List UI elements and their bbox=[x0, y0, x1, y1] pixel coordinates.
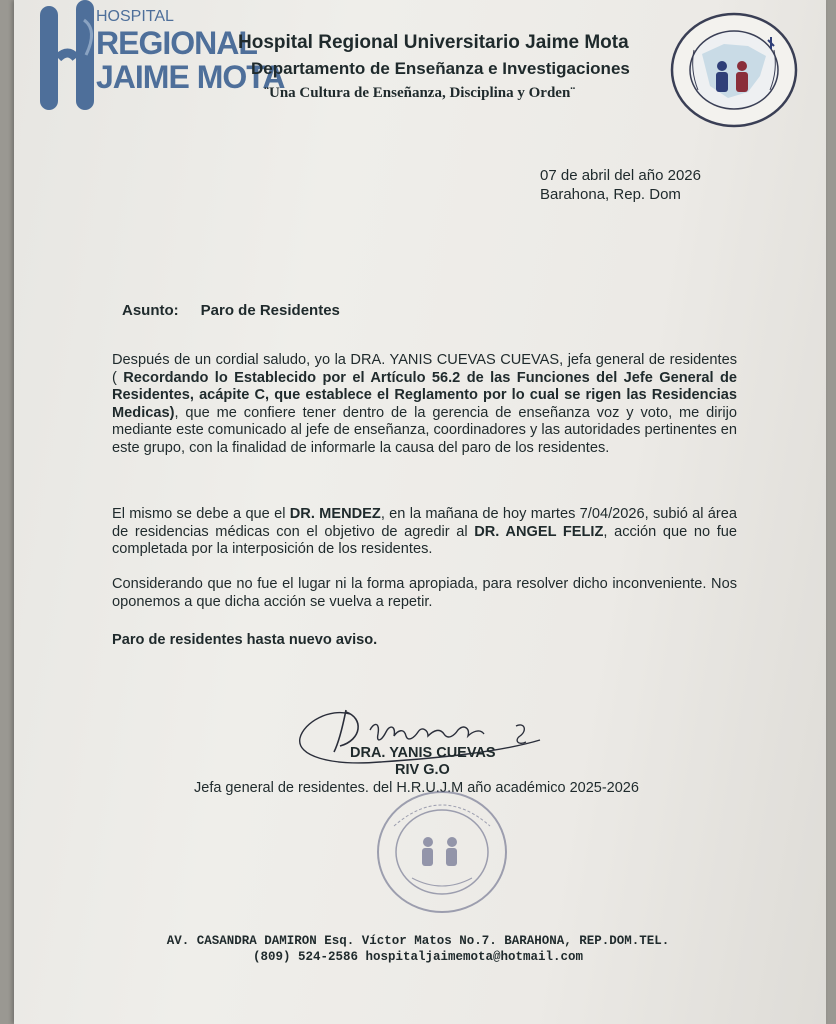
signer-name: DRA. YANIS CUEVAS bbox=[350, 745, 496, 761]
p2-text-e: , acción que no fue completada por la interposición de los residentes. bbox=[112, 523, 738, 557]
p2-text-a: El mismo se debe a que el bbox=[112, 506, 290, 522]
department-title: Departamento de Enseñanza e Investigaciones bbox=[251, 59, 630, 78]
p1-text-a: Después de un cordial saludo, yo la DRA. YANIS CUEVAS CUEVAS, jefa general de residentes ( bbox=[112, 352, 737, 386]
signer-role: Jefa general de residentes. del H.R.U.J.M año académico 2025-2026 bbox=[194, 780, 639, 796]
letter-date bbox=[540, 166, 701, 204]
hospital-title: Hospital Regional Universitario Jaime Mota bbox=[238, 32, 629, 53]
p2-text-c: , en la mañana de hoy martes 7/04/2026, subió al área de residencias médicas con el objetivo de agredir al bbox=[112, 506, 737, 540]
paragraph-2 bbox=[112, 506, 737, 559]
subject-line bbox=[122, 302, 340, 319]
paragraph-4: Paro de residentes hasta nuevo aviso. bbox=[112, 632, 378, 648]
residencies-seal-icon bbox=[668, 10, 800, 130]
hospital-stamp-icon bbox=[372, 786, 512, 918]
paragraph-1 bbox=[112, 352, 737, 457]
p2-name-feliz: DR. ANGEL FELIZ bbox=[474, 523, 604, 540]
p1-text-bold: Recordando lo Establecido por el Artículo 56.2 de las Funciones del Jefe General de Residentes, acápite C, que establece el Reglamento por lo cual se rigen las Residencias Medicas) bbox=[112, 369, 738, 421]
footer-address: AV. CASANDRA DAMIRON Esq. Víctor Matos No.7. BARAHONA, REP.DOM.TEL. bbox=[166, 934, 670, 948]
subject-label: Asunto: bbox=[122, 302, 179, 319]
location-line: Barahona, Rep. Dom bbox=[540, 186, 681, 203]
logo-line-2: JAIME MOTA bbox=[96, 59, 285, 95]
motto: ¨Una Cultura de Enseñanza, Disciplina y Orden¨ bbox=[264, 85, 576, 101]
logo-line-1: REGIONAL bbox=[96, 25, 257, 61]
p2-name-mendez: DR. MENDEZ bbox=[289, 506, 381, 522]
p1-text-c: , que me confiere tener dentro de la gerencia de enseñanza voz y voto, me dirijo mediante este comunicado al jefe de enseñanza, coordinadores y las autoridades pertinentes en este grupo, con la finalidad de informarle la causa del paro de los residentes. bbox=[112, 404, 737, 456]
paragraph-3: Considerando que no fue el lugar ni la forma apropiada, para resolver dicho inconveniente. Nos oponemos a que dicha acción se vuelva a repetir. bbox=[112, 576, 737, 610]
signer-rank: RIV G.O bbox=[395, 762, 450, 778]
date-line: 07 de abril del año 2026 bbox=[540, 167, 701, 184]
footer-contact: (809) 524-2586 hospitaljaimemota@hotmail.com bbox=[252, 950, 584, 964]
subject-value: Paro de Residentes bbox=[200, 302, 340, 319]
logo-small-text: HOSPITAL bbox=[96, 8, 174, 25]
